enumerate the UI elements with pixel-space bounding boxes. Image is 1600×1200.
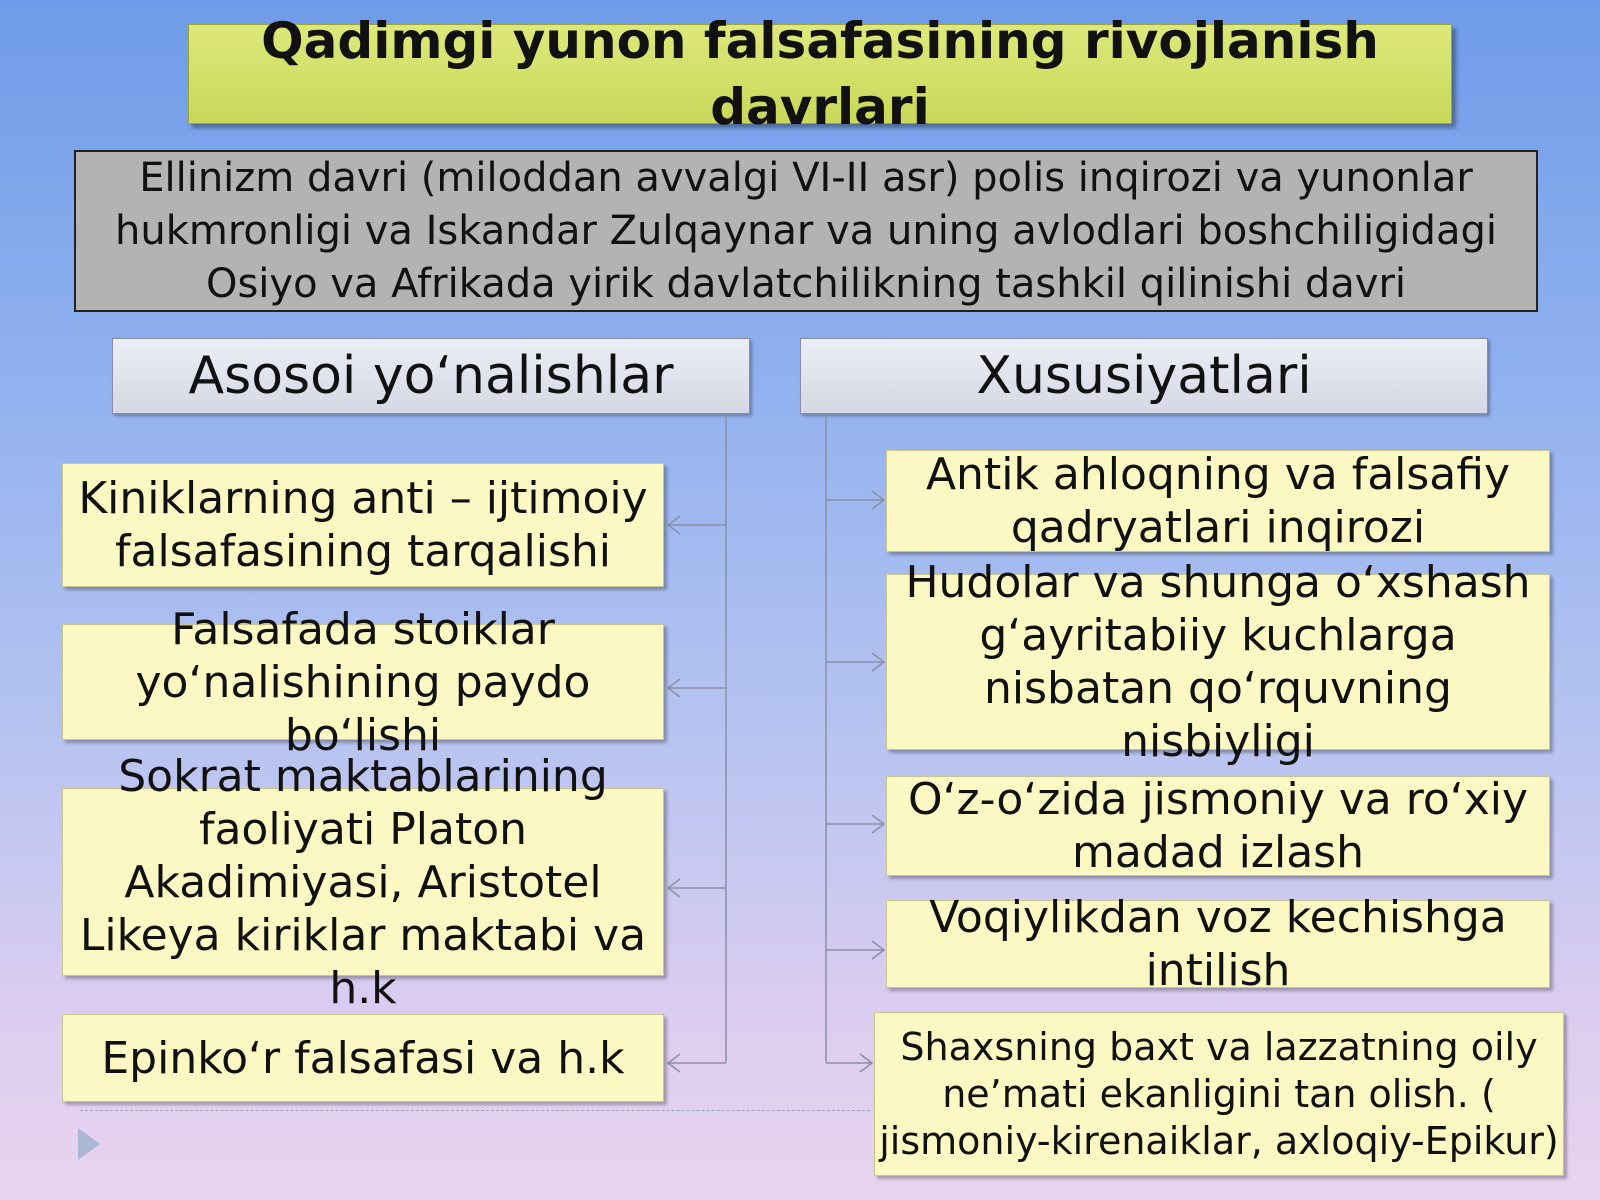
right-item-3: Oʻz-oʻzida jismoniy va roʻxiy madad izlash xyxy=(886,776,1550,876)
left-column-header: Asosoi yoʻnalishlar xyxy=(112,338,750,414)
right-column-header: Xususiyatlari xyxy=(800,338,1488,414)
left-item-2: Falsafada stoiklar yoʻnalishining paydo boʻlishi xyxy=(62,624,664,740)
footer-divider xyxy=(80,1110,870,1111)
left-item-1: Kiniklarning anti – ijtimoiy falsafasining tarqalishi xyxy=(62,463,664,587)
diagram-title: Qadimgi yunon falsafasining rivojlanish davrlari xyxy=(188,24,1452,124)
left-item-3: Sokrat maktablarining faoliyati Platon Akadimiyasi, Aristotel Likeya kiriklar maktabi va h.k xyxy=(62,788,664,976)
right-item-2: Hudolar va shunga oʻxshash gʻayritabiiy kuchlarga nisbatan qoʻrquvning nisbiyligi xyxy=(886,574,1550,750)
period-description: Ellinizm davri (miloddan avvalgi VI-II asr) polis inqirozi va yunonlar hukmronligi va Iskandar Zulqaynar va uning avlodlari boshchiligidagi Osiyo va Afrikada yirik davlatchilikning tashkil qilinishi davri xyxy=(74,150,1538,312)
right-item-4: Voqiylikdan voz kechishga intilish xyxy=(886,900,1550,988)
right-item-1: Antik ahloqning va falsafiy qadryatlari inqirozi xyxy=(886,450,1550,552)
play-icon xyxy=(78,1128,100,1160)
right-item-5: Shaxsning baxt va lazzatning oily neʼmati ekanligini tan olish. ( jismoniy-kirenaiklar, axloqiy-Epikur) xyxy=(874,1012,1564,1176)
left-item-4: Epinkoʻr falsafasi va h.k xyxy=(62,1014,664,1102)
